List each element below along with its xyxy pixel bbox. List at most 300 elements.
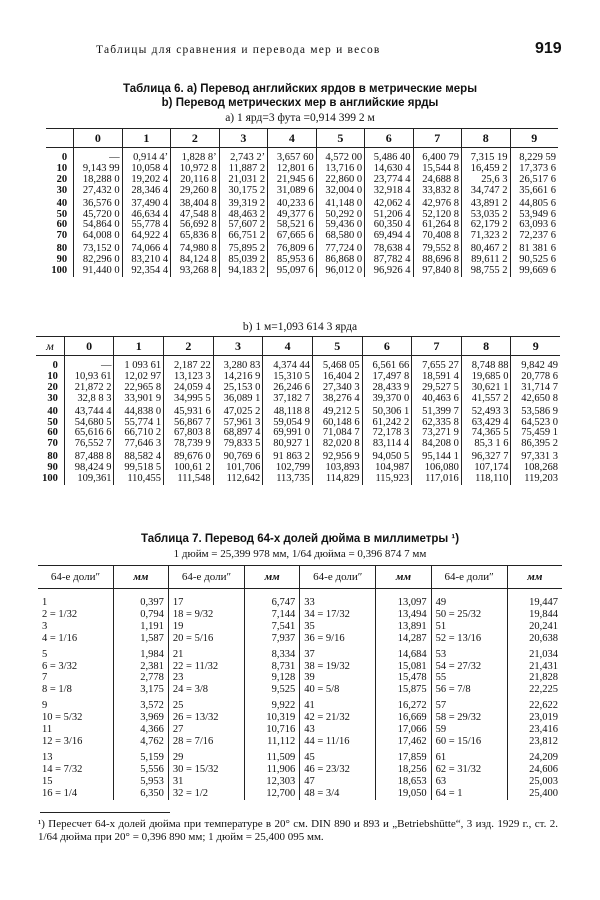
- table7-mm-cell: 18,653: [376, 776, 431, 788]
- table7-mm-cell: 1,984: [113, 649, 168, 661]
- table6a-cell: 46,634 4: [122, 210, 170, 221]
- table7-mm-cell: 13,494: [376, 609, 431, 621]
- table7-frac-head: 64-е доли″: [300, 566, 376, 589]
- table7-row: [38, 597, 562, 609]
- table6a-cell: 71,323 2: [462, 231, 510, 242]
- table6b-cell: 52,493 3: [461, 407, 511, 418]
- table6b-cell: 84,208 0: [412, 439, 462, 450]
- table7-fraction-cell: 22 = 11/32: [168, 661, 244, 673]
- table7-fraction-cell: 36 = 9/16: [300, 633, 376, 645]
- table6b-row: [36, 439, 560, 450]
- table7-fraction-cell: 35: [300, 621, 376, 633]
- table6b-cell: 3,280 83: [213, 361, 263, 372]
- table6b-cell: 89,676 0: [164, 452, 214, 463]
- table6a-cell: 19,202 4: [122, 175, 170, 186]
- table7-mm-cell: 22,622: [507, 700, 562, 712]
- table6a-cell: 5,486 40: [365, 153, 413, 164]
- table6b-cell: 57,961 3: [213, 418, 263, 429]
- table6a-cell: 68,580 0: [316, 231, 364, 242]
- table6b-cell: 72,178 3: [362, 428, 412, 439]
- table7-row: [38, 712, 562, 724]
- table6a-cell: 48,463 2: [219, 210, 267, 221]
- table6b-cell: 15,310 5: [263, 372, 313, 383]
- table6a-cell: 44,805 6: [510, 199, 558, 210]
- table6a-cell: 91,440 0: [74, 266, 122, 277]
- table7-frac-head: 64-е доли″: [38, 566, 113, 589]
- table7-mm-cell: 10,319: [245, 712, 300, 724]
- table6a-cell: 70,408 8: [413, 231, 461, 242]
- table7-fraction-cell: 12 = 3/16: [42, 735, 83, 747]
- table6a-cell: 95,097 6: [268, 266, 316, 277]
- table7-fraction-cell: 27: [168, 724, 244, 736]
- table6b-cell: 110,455: [114, 474, 164, 485]
- table6a-cell: 53,949 6: [510, 210, 558, 221]
- table7-mm-cell: 8,731: [245, 661, 300, 673]
- table7-mm-cell: 8,334: [245, 649, 300, 661]
- table7-frac-head: 64-е доли″: [431, 566, 507, 589]
- table7-fraction-cell: 39: [300, 672, 376, 684]
- table6a-cell: 90,525 6: [510, 255, 558, 266]
- table6b-cell: 112,642: [213, 474, 263, 485]
- table6a-cell: 33,832 8: [413, 186, 461, 197]
- table7-fraction-cell: 24 = 3/8: [168, 684, 244, 696]
- table6b-cell: 100,61 2: [164, 463, 214, 474]
- table6b-row-label: 100: [42, 473, 58, 485]
- table6b-col-head: 6: [362, 337, 412, 356]
- table6b-cell: 80,927 1: [263, 439, 313, 450]
- table6b-cell: 119,203: [511, 474, 560, 485]
- table6b-cell: 31,714 7: [511, 383, 560, 394]
- table6b-cell: 43,744 4: [64, 407, 114, 418]
- table7-mm-cell: 14,684: [376, 649, 431, 661]
- table7-fraction-cell: 29: [168, 752, 244, 764]
- table7-fraction-cell: 19: [168, 621, 244, 633]
- table7-fraction-cell: 8 = 1/8: [42, 684, 72, 696]
- table6b-cell: 9,842 49: [511, 361, 560, 372]
- table7-mm-cell: 23,812: [507, 736, 562, 748]
- table6a-cell: 32,004 0: [316, 186, 364, 197]
- table6a-cell: 77,724 0: [316, 244, 364, 255]
- page-number: 919: [535, 40, 562, 57]
- table6b-col-head: 0: [64, 337, 114, 356]
- table6a-cell: 42,976 8: [413, 199, 461, 210]
- table6b-cell: 4,374 44: [263, 361, 313, 372]
- table7-fraction-cell: 16 = 1/4: [42, 787, 78, 799]
- table7-mm-cell: 7,541: [245, 621, 300, 633]
- table6b-cell: 1 093 61: [114, 361, 164, 372]
- table6a-cell: 32,918 4: [365, 186, 413, 197]
- table6a-col-head: 7: [413, 129, 461, 148]
- table6b-cell: 6,561 66: [362, 361, 412, 372]
- table7-fraction-cell: 20 = 5/16: [168, 633, 244, 645]
- table7-mm-cell: 25,003: [507, 776, 562, 788]
- table7-mm-cell: 12,303: [245, 776, 300, 788]
- table6a-cell: 27,432 0: [74, 186, 122, 197]
- table7-fraction-cell: 52 = 13/16: [431, 633, 507, 645]
- table7-fraction-cell: 31: [168, 776, 244, 788]
- table7-row: [38, 649, 562, 661]
- table7-fraction-cell: 55: [431, 672, 507, 684]
- table6b-cell: 16,404 2: [312, 372, 362, 383]
- table7-fraction-cell: 26 = 13/32: [168, 712, 244, 724]
- table7-fraction-cell: 21: [168, 649, 244, 661]
- table7-mm-cell: 9,922: [245, 700, 300, 712]
- table7-mm-cell: 21,034: [507, 649, 562, 661]
- table6b-cell: 118,110: [461, 474, 511, 485]
- table6a-cell: 24,688 8: [413, 175, 461, 186]
- table6b-cell: 97,331 3: [511, 452, 560, 463]
- table6a-cell: 87,782 4: [365, 255, 413, 266]
- table6b-cell: 90,769 6: [213, 452, 263, 463]
- table7-fraction-cell: 58 = 29/32: [431, 712, 507, 724]
- table6a-cell: 29,260 8: [171, 186, 219, 197]
- table7-fraction-cell: 33: [300, 597, 376, 609]
- running-title: Таблицы для сравнения и перевода мер и весов: [96, 44, 381, 56]
- table6a-cell: 36,576 0: [74, 199, 122, 210]
- table7-mm-cell: 19,050: [376, 788, 431, 800]
- table7-fraction-cell: 4 = 1/16: [42, 632, 78, 644]
- table6b-cell: 10,93 61: [64, 372, 114, 383]
- table6b-cell: 77,646 3: [114, 439, 164, 450]
- table7-mm-cell: 2,381: [113, 661, 168, 673]
- table6a-row: [46, 231, 558, 242]
- table6b-row-label: 50: [47, 416, 58, 428]
- table6b-row-label: 30: [47, 392, 58, 404]
- table7-fraction-cell: 11: [42, 724, 53, 736]
- table6b-row-label: 80: [47, 451, 58, 463]
- table7-fraction-cell: 56 = 7/8: [431, 684, 507, 696]
- table6b-cell: 103,893: [312, 463, 362, 474]
- table7-fraction-cell: 54 = 27/32: [431, 661, 507, 673]
- table6a-cell: 6,400 79: [413, 153, 461, 164]
- table7-fraction-cell: 46 = 23/32: [300, 764, 376, 776]
- table7-mm-cell: 6,747: [245, 597, 300, 609]
- table6a-col-head: 2: [171, 129, 219, 148]
- table6b-cell: 25,153 0: [213, 383, 263, 394]
- table6b-cell: 59,054 9: [263, 418, 313, 429]
- table7-mm-cell: 7,937: [245, 633, 300, 645]
- table6a-row-label: 50: [56, 208, 68, 220]
- table7-fraction-cell: 47: [300, 776, 376, 788]
- table7-fraction-cell: 45: [300, 752, 376, 764]
- table7-subtitle: 1 дюйм = 25,399 978 мм, 1/64 дюйма = 0,396 874 7 мм: [173, 548, 427, 560]
- table6a-cell: 43,891 2: [462, 199, 510, 210]
- table7-row: [38, 752, 562, 764]
- table6a-cell: 50,292 0: [316, 210, 364, 221]
- table7-fraction-cell: 50 = 25/32: [431, 609, 507, 621]
- table6a-cell: 84,124 8: [171, 255, 219, 266]
- table7-mm-head: мм: [507, 566, 562, 589]
- table6a-col-head: 1: [122, 129, 170, 148]
- table7-fraction-cell: 59: [431, 724, 507, 736]
- table6b-cell: 92,956 9: [312, 452, 362, 463]
- table6b-cell: 98,424 9: [64, 463, 114, 474]
- table6b-cell: 88,582 4: [114, 452, 164, 463]
- table7-fraction-cell: 44 = 11/16: [300, 736, 376, 748]
- table6b-row-label: 60: [47, 427, 58, 439]
- table6b-cell: 101,706: [213, 463, 263, 474]
- table7-mm-cell: 4,762: [113, 736, 168, 748]
- table6a-cell: —: [74, 153, 122, 164]
- table7-fraction-cell: 32 = 1/2: [168, 788, 244, 800]
- table6a-cell: 9,143 99: [74, 164, 122, 175]
- table6a-cell: 53,035 2: [462, 210, 510, 221]
- table7-mm-cell: 4,366: [113, 724, 168, 736]
- table6a-cell: 98,755 2: [462, 266, 510, 277]
- table7-row: [38, 736, 562, 748]
- table6b-cell: 76,552 7: [64, 439, 114, 450]
- table6b-cell: 5,468 05: [312, 361, 362, 372]
- table6a-cell: 74,980 8: [171, 244, 219, 255]
- table6a-cell: 45,720 0: [74, 210, 122, 221]
- table6b-meters-to-yards: [36, 336, 560, 485]
- table6a-cell: 34,747 2: [462, 186, 510, 197]
- table6b-cell: 83,114 4: [362, 439, 412, 450]
- table6b-cell: 19,685 0: [461, 372, 511, 383]
- table7-mm-cell: 20,241: [507, 621, 562, 633]
- table6b-cell: 28,433 9: [362, 383, 412, 394]
- table6a-cell: 23,774 4: [365, 175, 413, 186]
- table6b-cell: 24,059 4: [164, 383, 214, 394]
- table7-fraction-cell: 1: [42, 597, 48, 608]
- table7-mm-cell: 9,128: [245, 672, 300, 684]
- table6b-cell: 78,739 9: [164, 439, 214, 450]
- table6a-col-head-row: [46, 129, 74, 148]
- table6b-cell: 91 863 2: [263, 452, 313, 463]
- table6a-cell: 10,972 8: [171, 164, 219, 175]
- table6a-cell: 83,210 4: [122, 255, 170, 266]
- table6-title-b: b) Перевод метрических мер в английские ярды: [161, 97, 439, 109]
- table7-mm-cell: 19,844: [507, 609, 562, 621]
- table6a-cell: 99,669 6: [510, 266, 558, 277]
- table6a-row: [46, 186, 558, 197]
- table7-mm-head: мм: [113, 566, 168, 589]
- table7-fraction-cell: 25: [168, 700, 244, 712]
- table7-mm-cell: 0,397: [113, 597, 168, 609]
- table7-mm-cell: 5,556: [113, 764, 168, 776]
- table7-mm-cell: 9,525: [245, 684, 300, 696]
- table6a-cell: 49,377 6: [268, 210, 316, 221]
- table7-mm-cell: 3,175: [113, 684, 168, 696]
- table7-mm-cell: 22,225: [507, 684, 562, 696]
- table7-fraction-cell: 9: [42, 700, 48, 712]
- table6b-row-label: 40: [47, 405, 58, 417]
- table6a-cell: 12,801 6: [268, 164, 316, 175]
- table6b-cell: 61,242 2: [362, 418, 412, 429]
- table6b-cell: 2,187 22: [164, 361, 214, 372]
- table6b-row-label: 0: [52, 360, 58, 371]
- table6a-cell: 73,152 0: [74, 244, 122, 255]
- table6a-cell: 51,206 4: [365, 210, 413, 221]
- table6a-row: [46, 266, 558, 277]
- table6b-col-head: 8: [461, 337, 511, 356]
- table7-mm-cell: 5,159: [113, 752, 168, 764]
- table6a-cell: 42,062 4: [365, 199, 413, 210]
- table7-fraction-cell: 51: [431, 621, 507, 633]
- table6b-cell: 26,246 6: [263, 383, 313, 394]
- table6b-cell: 95,144 1: [412, 452, 462, 463]
- table6a-cell: 76,809 6: [268, 244, 316, 255]
- table6b-cell: 64,523 0: [511, 418, 560, 429]
- table6a-cell: 97,840 8: [413, 266, 461, 277]
- table7-title: Таблица 7. Перевод 64-х долей дюйма в миллиметры ¹): [140, 533, 460, 545]
- table6b-cell: 79,833 5: [213, 439, 263, 450]
- table7-fraction-cell: 53: [431, 649, 507, 661]
- table6a-cell: 16,459 2: [462, 164, 510, 175]
- table6a-subtitle: а) 1 ярд=3 фута =0,914 399 2 м: [225, 112, 375, 124]
- footnote: ¹) Пересчет 64-х долей дюйма при температуре в 20° см. DIN 890 и 893 и „Betriebshütte“, 3 изд. 1929 г., ст. 2. 1/64 дюйма при 20° = 0,396 890 мм; 1 дюйм = 25,400 095 мм.: [38, 818, 558, 843]
- table6-title: [0, 82, 600, 110]
- table6a-col-head: 0: [74, 129, 122, 148]
- table6b-cell: 20,778 6: [511, 372, 560, 383]
- table7-fraction-cell: 43: [300, 724, 376, 736]
- table6b-cell: 29,527 5: [412, 383, 462, 394]
- table6b-row: [36, 407, 560, 418]
- table6a-cell: 81 381 6: [510, 244, 558, 255]
- table6a-row-label: 60: [56, 219, 68, 231]
- table6a-cell: 74,066 4: [122, 244, 170, 255]
- table7-mm-cell: 11,112: [245, 736, 300, 748]
- table6b-cell: 47,025 2: [213, 407, 263, 418]
- table6b-col-head-row: м: [36, 337, 64, 356]
- table6a-cell: 10,058 4: [122, 164, 170, 175]
- table7-mm-cell: 1,191: [113, 621, 168, 633]
- footnote-rule: [40, 812, 170, 813]
- table6a-col-head: 8: [462, 129, 510, 148]
- table7-mm-cell: 15,478: [376, 672, 431, 684]
- table6a-cell: 69,494 4: [365, 231, 413, 242]
- table6a-cell: 8,229 59: [510, 153, 558, 164]
- table7-mm-cell: 1,587: [113, 633, 168, 645]
- table7-mm-head: мм: [245, 566, 300, 589]
- table7-fraction-cell: 23: [168, 672, 244, 684]
- table6a-cell: 47,548 8: [171, 210, 219, 221]
- table6a-row-label: 70: [56, 230, 68, 242]
- table6a-cell: 3,657 60: [268, 153, 316, 164]
- table6a-cell: 93,268 8: [171, 266, 219, 277]
- table6a-cell: 2,743 2’: [219, 153, 267, 164]
- table7-fraction-cell: 41: [300, 700, 376, 712]
- table6a-cell: 92,354 4: [122, 266, 170, 277]
- table6b-cell: 104,987: [362, 463, 412, 474]
- table6b-row-label: 10: [47, 370, 58, 382]
- table6b-cell: 113,735: [263, 474, 313, 485]
- table6a-cell: 82,296 0: [74, 255, 122, 266]
- table6a-cell: 67,665 6: [268, 231, 316, 242]
- table7-fraction-cell: 30 = 15/32: [168, 764, 244, 776]
- table7-mm-head: мм: [376, 566, 431, 589]
- table6a-row-label: 90: [56, 254, 68, 266]
- table7-mm-cell: 24,209: [507, 752, 562, 764]
- table6a-cell: 55,778 4: [122, 220, 170, 231]
- table7-mm-cell: 18,256: [376, 764, 431, 776]
- table6b-cell: 13,123 3: [164, 372, 214, 383]
- table6b-cell: 66,710 2: [114, 428, 164, 439]
- table7-mm-cell: 16,272: [376, 700, 431, 712]
- table6b-subtitle: b) 1 м=1,093 614 3 ярда: [242, 321, 358, 333]
- table7-mm-cell: 21,431: [507, 661, 562, 673]
- table7-fraction-cell: 13: [42, 751, 53, 763]
- table6b-row-label: 70: [47, 438, 58, 450]
- table6a-row-label: 30: [56, 184, 68, 196]
- table6a-cell: 57,607 2: [219, 220, 267, 231]
- table6b-cell: 39,370 0: [362, 394, 412, 405]
- table6b-row-label: 90: [47, 462, 58, 474]
- table6b-cell: 86,395 2: [511, 439, 560, 450]
- table6a-cell: 26,517 6: [510, 175, 558, 186]
- table7-fraction-cell: 3: [42, 620, 48, 632]
- table7-mm-cell: 7,144: [245, 609, 300, 621]
- table7-mm-cell: 16,669: [376, 712, 431, 724]
- table6b-row-label: 20: [47, 381, 58, 393]
- table6a-cell: 7,315 19: [462, 153, 510, 164]
- table6b-cell: 65,616 6: [64, 428, 114, 439]
- table6b-cell: 42,650 8: [511, 394, 560, 405]
- table7-row: [38, 633, 562, 645]
- table6b-cell: 17,497 8: [362, 372, 412, 383]
- table6b-col-head: 2: [164, 337, 214, 356]
- table6b-cell: 67,803 8: [164, 428, 214, 439]
- table6a-cell: 0,914 4’: [122, 153, 170, 164]
- table6b-cell: 44,838 0: [114, 407, 164, 418]
- table6b-cell: 73,271 9: [412, 428, 462, 439]
- table7-mm-cell: 11,509: [245, 752, 300, 764]
- table6b-col-head: 7: [412, 337, 462, 356]
- table7-fraction-cell: 42 = 21/32: [300, 712, 376, 724]
- table6b-cell: 40,463 6: [412, 394, 462, 405]
- table6a-row: [46, 199, 558, 210]
- table6b-cell: 87,488 8: [64, 452, 114, 463]
- table6b-cell: 34,995 5: [164, 394, 214, 405]
- table7-row: [38, 764, 562, 776]
- table6a-cell: 89,611 2: [462, 255, 510, 266]
- table7-fraction-cell: 60 = 15/16: [431, 736, 507, 748]
- table6b-cell: 111,548: [164, 474, 214, 485]
- table6b-cell: 38,276 4: [312, 394, 362, 405]
- table6a-cell: 60,350 4: [365, 220, 413, 231]
- table6b-row: [36, 394, 560, 405]
- table7-fraction-cell: 57: [431, 700, 507, 712]
- table7-row: [38, 776, 562, 788]
- table6b-cell: 37,182 7: [263, 394, 313, 405]
- table6a-cell: 59,436 0: [316, 220, 364, 231]
- table6b-cell: 108,268: [511, 463, 560, 474]
- table7-mm-cell: 6,350: [113, 788, 168, 800]
- table6a-row-label: 100: [51, 265, 68, 277]
- table6-title-a: Таблица 6. а) Перевод английских ярдов в метрические меры: [122, 83, 478, 95]
- table6a-cell: 72,237 6: [510, 231, 558, 242]
- table7-mm-cell: 24,606: [507, 764, 562, 776]
- table6a-row-label: 10: [56, 162, 68, 174]
- table6b-cell: 21,872 2: [64, 383, 114, 394]
- table6a-cell: 63,093 6: [510, 220, 558, 231]
- table6a-cell: 37,490 4: [122, 199, 170, 210]
- table7-mm-cell: 5,953: [113, 776, 168, 788]
- table6a-col-head: 9: [510, 129, 558, 148]
- table6a-cell: 96,012 0: [316, 266, 364, 277]
- table7-fraction-cell: 61: [431, 752, 507, 764]
- table7-fraction-cell: 5: [42, 648, 48, 660]
- table7-fraction-cell: 14 = 7/32: [42, 763, 83, 775]
- table7-row: [38, 609, 562, 621]
- table6a-cell: 96,926 4: [365, 266, 413, 277]
- table7-row: [38, 661, 562, 673]
- table7-mm-cell: 10,716: [245, 724, 300, 736]
- table7-fraction-cell: 62 = 31/32: [431, 764, 507, 776]
- table6a-cell: 64,008 0: [74, 231, 122, 242]
- table6b-cell: 62,335 8: [412, 418, 462, 429]
- table7-fraction-cell: 28 = 7/16: [168, 736, 244, 748]
